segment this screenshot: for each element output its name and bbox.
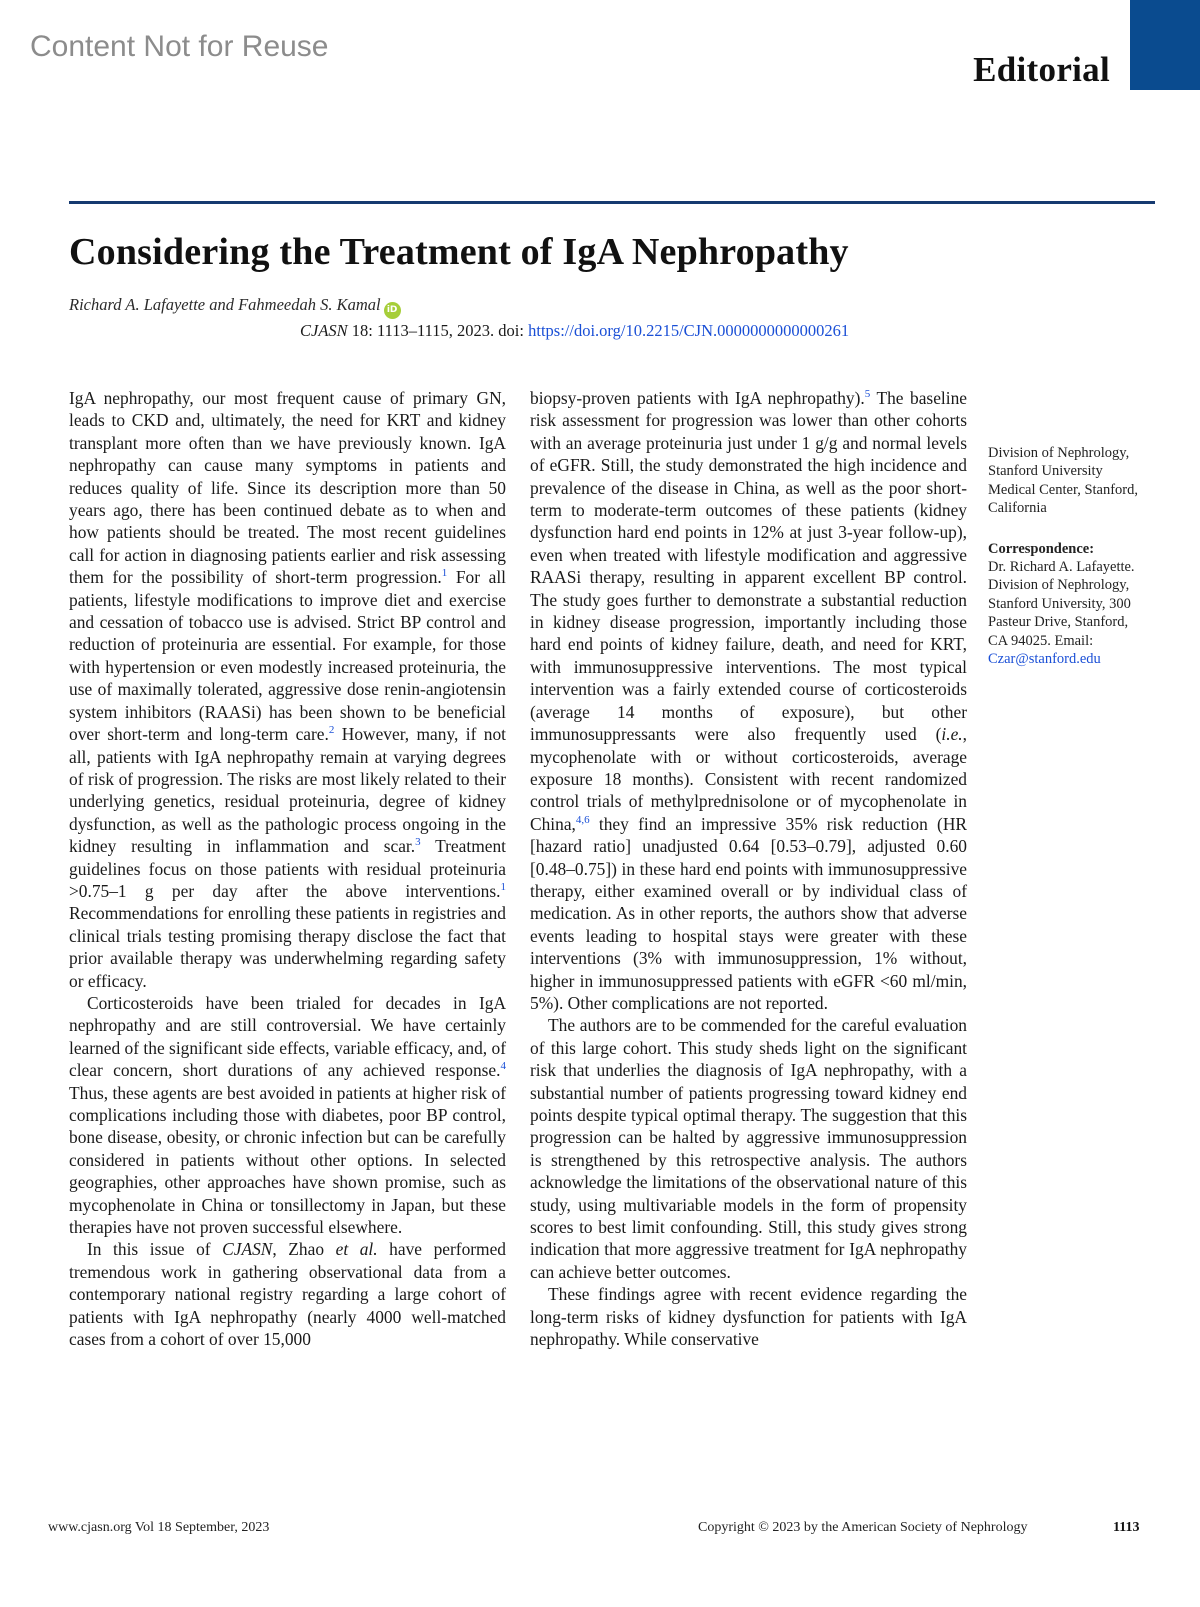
reference-link[interactable]: 3 (415, 836, 421, 849)
watermark: Content Not for Reuse (30, 30, 329, 63)
footer-journal-info: www.cjasn.org Vol 18 September, 2023 (48, 1520, 270, 1535)
paragraph: These findings agree with recent evidence regarding the long-term risks of kidney dysfunction for patients with IgA nephropathy. While conservative (530, 1284, 967, 1350)
author-line (69, 295, 401, 319)
paragraph: The authors are to be commended for the careful evaluation of this large cohort. This study sheds light on the significant risk that underlies the diagnosis of IgA nephropathy, with a substantial number of patients progressing toward kidney end points despite typical optimal therapy. The suggestion that this progression can be halted by aggressive immunosuppression is strengthened by this retrospective analysis. The authors acknowledge the limitations of the observational nature of this study, using multivariable models in the form of propensity scores to best limit confounding. Still, this study gives strong indication that more aggressive treatment for IgA nephropathy can achieve better outcomes. (530, 1015, 967, 1282)
paragraph: Corticosteroids have been trialed for decades in IgA nephropathy and are still controversial. We have certainly learned of the significant side effects, variable efficacy, and, of clear concern, short durations of any achieved response.$^4$ Thus, these agents are best avoided in patients at higher risk of complications including those with diabetes, poor BP control, bone disease, obesity, or chronic infection but can be carefully considered in patients without other options. In selected geographies, other approaches have shown promise, such as mycophenolate in China or tonsillectomy in Japan, but these therapies have not proven successful elsewhere. (69, 992, 506, 1238)
sidebar-notes (988, 444, 1138, 668)
section-label: Editorial (973, 50, 1110, 89)
paragraph: IgA nephropathy, our most frequent cause of primary GN, leads to CKD and, ultimately, the need for KRT and kidney transplant more often than we have previously known. IgA nephropathy can cause many symptoms in patients and reduces quality of life. Since its description more than 50 years ago, there has been continued debate as to when and how patients should be treated. The most recent guidelines call for action in diagnosing patients earlier and risk assessing them for the possibility of short-term progression.$^1$ For all patients, lifestyle modifications to improve diet and exercise and cessation of tobacco use is advised. Strict BP control and reduction of proteinuria are essential. For example, for those with hypertension or even modestly increased proteinuria, the use of maximally tolerated, aggressive dose renin-angiotensin system inhibitors (RAASi) has been shown to be beneficial over short-term and long-term care.$^2$ However, many, if not all, patients with IgA nephropathy remain at varying degrees of risk of progression. The risks are most likely related to their underlying genetics, residual proteinuria, degree of kidney dysfunction, as well as the pathologic process ongoing in the kidney resulting in inflammation and scar.$^3$ Treatment guidelines focus on those patients with residual proteinuria >0.75–1 g per day after the above interventions.$^1$ Recommendations for enrolling these patients in registries and clinical trials testing promising therapy disclose the fact that prior available therapy was underwhelming regarding safety or efficacy. (69, 388, 507, 991)
doi-link[interactable]: https://doi.org/10.2215/CJN.0000000000000261 (528, 321, 850, 340)
affiliation: Division of Nephrology, Stanford University Medical Center, Stanford, California (988, 445, 1139, 517)
article-title: Considering the Treatment of IgA Nephropathy (69, 231, 849, 273)
footer-copyright: Copyright © 2023 by the American Society of Nephrology (698, 1520, 1028, 1535)
citation-line (300, 321, 849, 341)
reference-link[interactable]: 4,6 (575, 813, 590, 826)
reference-link[interactable]: 1 (441, 567, 448, 580)
citation-journal: CJASN (300, 321, 348, 340)
correspondence (988, 540, 1138, 669)
reference-link[interactable]: 2 (328, 724, 335, 737)
correspondence-text: Dr. Richard A. Lafayette. Division of Nephrology, Stanford University, 300 Pasteur Drive, Stanford, CA 94025. Email: (988, 559, 1135, 649)
citation-details: 18: 1113–1115, 2023. doi: (347, 321, 529, 340)
reference-link[interactable]: 5 (864, 388, 871, 401)
body-column-middle (530, 387, 967, 1350)
paragraph: In this issue of CJASN, Zhao et al. have performed tremendous work in gathering observational data from a contemporary national registry regarding a large cohort of patients with IgA nephropathy (nearly 4000 well-matched cases from a cohort of over 15,000 (69, 1239, 506, 1350)
reference-link[interactable]: 1 (500, 881, 506, 894)
paragraph: biopsy-proven patients with IgA nephropathy).$^5$ The baseline risk assessment for progression was lower than other cohorts with an average proteinuria just under 1 g/g and normal levels of eGFR. Still, the study demonstrated the high incidence and prevalence of the disease in China, as well as the poor short-term to moderate-term outcomes of these patients (kidney dysfunction hard end points in 12% at just 3-year follow-up), even when treated with lifestyle modification and aggressive RAASi therapy, resulting in apparent excellent BP control. The study goes further to demonstrate a substantial reduction in kidney disease progression, importantly including those hard end points of kidney failure, death, and need for KRT, with immunosuppressive interventions. The most typical intervention was a fairly extended course of corticosteroids (average 14 months of exposure), but other immunosuppressants were also frequently used (i.e., mycophenolate with or without corticosteroids, average exposure 18 months). Consistent with recent randomized control trials of methylprednisolone or of mycophenolate in China,$^{4,6}$ they find an impressive 35% risk reduction (HR [hazard ratio] unadjusted 0.64 [0.53–0.79], adjusted 0.60 [0.48–0.75]) in these hard end points with immunosuppressive therapy, either examined overall or by individual class of medication. As in other reports, the authors show that adverse events leading to hospital stays were greater with these interventions (3% with immunosuppression, 1% without, higher in immunosuppressed patients with eGFR <60 ml/min, 5%). Other complications are not reported. (530, 388, 967, 1013)
header-rule (69, 201, 1155, 204)
journal-color-block (1130, 0, 1200, 90)
body-column-left (69, 387, 506, 1350)
authors: Richard A. Lafayette and Fahmeedah S. Kamal (69, 295, 381, 314)
reference-link[interactable]: 4 (500, 1060, 506, 1073)
orcid-icon[interactable]: iD (384, 302, 401, 319)
page-number: 1113 (1113, 1520, 1140, 1535)
correspondence-label: Correspondence: (988, 540, 1095, 557)
email-link[interactable]: Czar@stanford.edu (988, 651, 1101, 668)
